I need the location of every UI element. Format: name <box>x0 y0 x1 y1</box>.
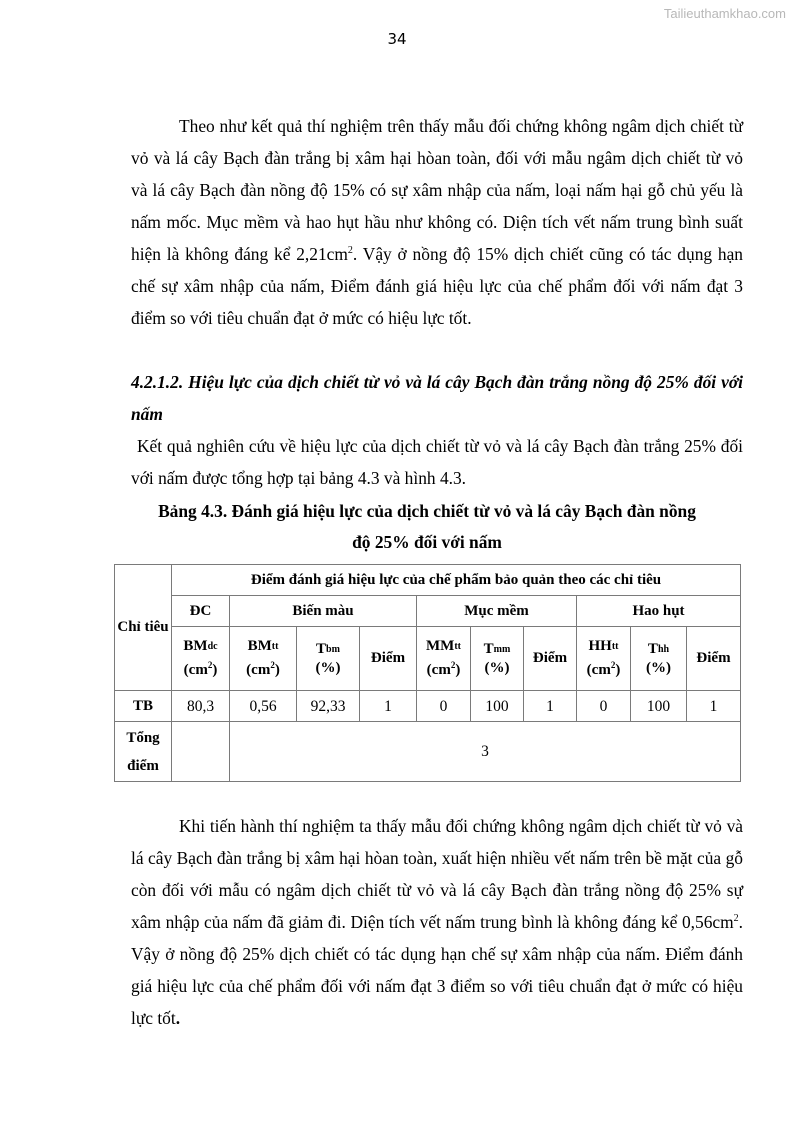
row-label: TB <box>115 691 172 722</box>
cell: 100 <box>631 691 687 722</box>
col-header-tbm: Tbm (%) <box>297 627 360 691</box>
col-header-diem-hh: Điểm <box>687 627 741 691</box>
total-label: Tổng điểm <box>115 722 172 782</box>
cell: 1 <box>687 691 741 722</box>
paragraph-2: Kết quả nghiên cứu về hiệu lực của dịch chiết từ vỏ và lá cây Bạch đàn trắng 25% đối với nấm được tổng hợp tại bảng 4.3 và hình 4.3. <box>131 436 743 488</box>
paragraph-3 <box>131 810 743 1034</box>
group-hao-hut: Hao hụt <box>577 596 741 627</box>
total-dc-cell <box>172 722 230 782</box>
col-header-bmtt: BMtt $(cm^2)$ <box>230 627 297 691</box>
superscript: 2 <box>347 245 353 256</box>
row-header-cell: Chỉ tiêu <box>115 565 172 691</box>
col-header-tmm: Tmm (%) <box>471 627 524 691</box>
table-caption <box>114 496 740 558</box>
paragraph-3-text-cont: . Vậy ở nồng độ 25% dịch chiết có tác dụng hạn chế sự xâm nhập của nấm. Điểm đánh giá hiệu lực của chế phẩm đối với nấm đạt 3 điểm so với tiêu chuẩn đạt ở mức có hiệu lực tốt <box>131 912 743 1028</box>
page-number: 34 <box>387 30 407 48</box>
cell: 1 <box>360 691 417 722</box>
paragraph-1-text-cont: . Vậy ở nồng độ 15% dịch chiết cũng có tác dụng hạn chế sự xâm nhập của nấm, Điểm đánh giá hiệu lực của chế phẩm đối với nấm đạt 3 điểm so với tiêu chuẩn đạt ở mức có hiệu lực tốt. <box>131 244 743 328</box>
cell: 1 <box>524 691 577 722</box>
total-value: 3 <box>230 722 741 782</box>
cell: 80,3 <box>172 691 230 722</box>
section-heading: 4.2.1.2. Hiệu lực của dịch chiết từ vỏ và lá cây Bạch đàn trắng nồng độ 25% đối với nấm <box>131 372 743 424</box>
cell: 92,33 <box>297 691 360 722</box>
col-header-thh: Thh (%) <box>631 627 687 691</box>
total-row <box>115 722 741 782</box>
superscript: 2 <box>733 913 739 924</box>
group-dc: ĐC <box>172 596 230 627</box>
col-header-diem-mm: Điểm <box>524 627 577 691</box>
col-header-diem-bm: Điểm <box>360 627 417 691</box>
table-caption-line2: độ 25% đối với nấm <box>352 532 502 552</box>
col-header-bmdc: BMdc $(cm^2)$ <box>172 627 230 691</box>
section-block <box>131 366 743 494</box>
watermark: Tailieuthamkhao.com <box>663 6 786 21</box>
paragraph-1-text: Theo như kết quả thí nghiệm trên thấy mẫu đối chứng không ngâm dịch chiết từ vỏ và lá cây Bạch đàn trắng bị xâm hại hòan toàn, đối với mẫu ngâm dịch chiết từ vỏ và lá cây Bạch đàn nồng độ 15% có sự xâm nhập của nấm, loại nấm hại gỗ chủ yếu là nấm mốc. Mục mềm và hao hụt hầu như không có. Diện tích vết nấm trung bình suất hiện là không đáng kể 2,21cm <box>131 116 743 264</box>
cell: 100 <box>471 691 524 722</box>
paragraph-1 <box>131 110 743 334</box>
table-caption-line1: Bảng 4.3. Đánh giá hiệu lực của dịch chiết từ vỏ và lá cây Bạch đàn nồng <box>158 501 696 521</box>
cell: 0,56 <box>230 691 297 722</box>
col-header-mmtt: MMtt $(cm^2)$ <box>417 627 471 691</box>
group-muc-mem: Mục mềm <box>417 596 577 627</box>
col-header-hhtt: HHtt $(cm^2)$ <box>577 627 631 691</box>
group-header-cell: Điểm đánh giá hiệu lực của chế phẩm bảo quản theo các chỉ tiêu <box>172 565 741 596</box>
group-bien-mau: Biến màu <box>230 596 417 627</box>
evaluation-table <box>114 564 741 782</box>
table-row <box>115 691 741 722</box>
cell: 0 <box>577 691 631 722</box>
final-period: . <box>175 1008 181 1028</box>
paragraph-3-text: Khi tiến hành thí nghiệm ta thấy mẫu đối chứng không ngâm dịch chiết từ vỏ và lá cây Bạch đàn trắng bị xâm hại hòan toàn, xuất hiện nhiều vết nấm trên bề mặt của gỗ còn đối với mẫu có ngâm dịch chiết từ vỏ và lá cây Bạch đàn trắng nồng độ 25% sự xâm nhập của nấm đã giảm đi. Diện tích vết nấm trung bình là không đáng kể 0,56cm <box>131 816 743 932</box>
cell: 0 <box>417 691 471 722</box>
